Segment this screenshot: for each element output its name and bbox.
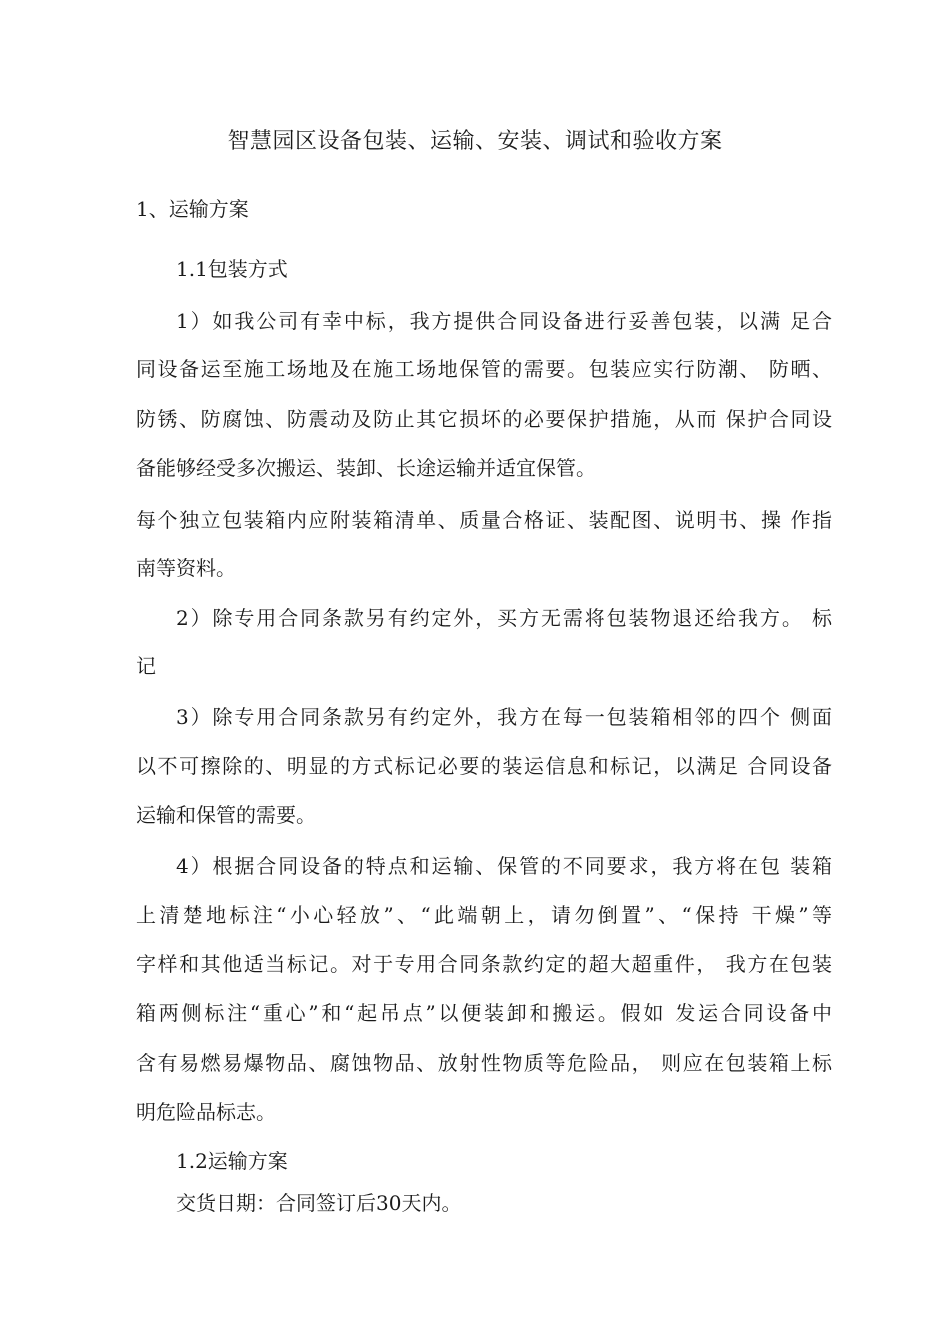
paragraph-line: 明危险品标志。 bbox=[136, 1100, 276, 1124]
paragraph-line: 每个独立包装箱内应附装箱清单、质量合格证、装配图、说明书、操 作指 bbox=[136, 508, 832, 532]
paragraph-line: 同设备运至施工场地及在施工场地保管的需要。包装应实行防潮、 防晒、 bbox=[136, 357, 832, 381]
paragraph-line: 防锈、防腐蚀、防震动及防止其它损坏的必要保护措施，从而 保护合同设 bbox=[136, 407, 832, 431]
paragraph-line: 备能够经受多次搬运、装卸、长途运输并适宜保管。 bbox=[136, 456, 596, 480]
paragraph-line: 含有易燃易爆物品、腐蚀物品、放射性物质等危险品， 则应在包装箱上标 bbox=[136, 1051, 832, 1075]
paragraph-line: 2）除专用合同条款另有约定外，买方无需将包装物退还给我方。 标 bbox=[176, 606, 832, 630]
paragraph-line: 箱两侧标注“重心”和“起吊点”以便装卸和搬运。假如 发运合同设备中 bbox=[136, 1001, 832, 1025]
paragraph-line: 以不可擦除的、明显的方式标记必要的装运信息和标记，以满足 合同设备 bbox=[136, 754, 832, 778]
paragraph-line: 3）除专用合同条款另有约定外，我方在每一包装箱相邻的四个 侧面 bbox=[176, 705, 832, 729]
subsection-heading-transport-plan: 1.2运输方案 bbox=[176, 1149, 288, 1173]
delivery-date-text: 交货日期：合同签订后30天内。 bbox=[176, 1191, 462, 1215]
paragraph-line: 南等资料。 bbox=[136, 556, 236, 580]
paragraph-line: 1）如我公司有幸中标，我方提供合同设备进行妥善包装，以满 足合 bbox=[176, 309, 832, 333]
paragraph-line: 4）根据合同设备的特点和运输、保管的不同要求，我方将在包 装箱 bbox=[176, 854, 832, 878]
paragraph-line: 上清楚地标注“小心轻放”、“此端朝上，请勿倒置”、“保持 干燥”等 bbox=[136, 903, 832, 927]
subsection-heading-packaging: 1.1包装方式 bbox=[176, 257, 288, 281]
paragraph-line: 运输和保管的需要。 bbox=[136, 803, 316, 827]
section-heading-transport: 1、运输方案 bbox=[136, 197, 249, 221]
document-title: 智慧园区设备包装、运输、安装、调试和验收方案 bbox=[227, 129, 723, 154]
paragraph-line: 字样和其他适当标记。对于专用合同条款约定的超大超重件， 我方在包装 bbox=[136, 952, 832, 976]
paragraph-line: 记 bbox=[136, 654, 156, 678]
